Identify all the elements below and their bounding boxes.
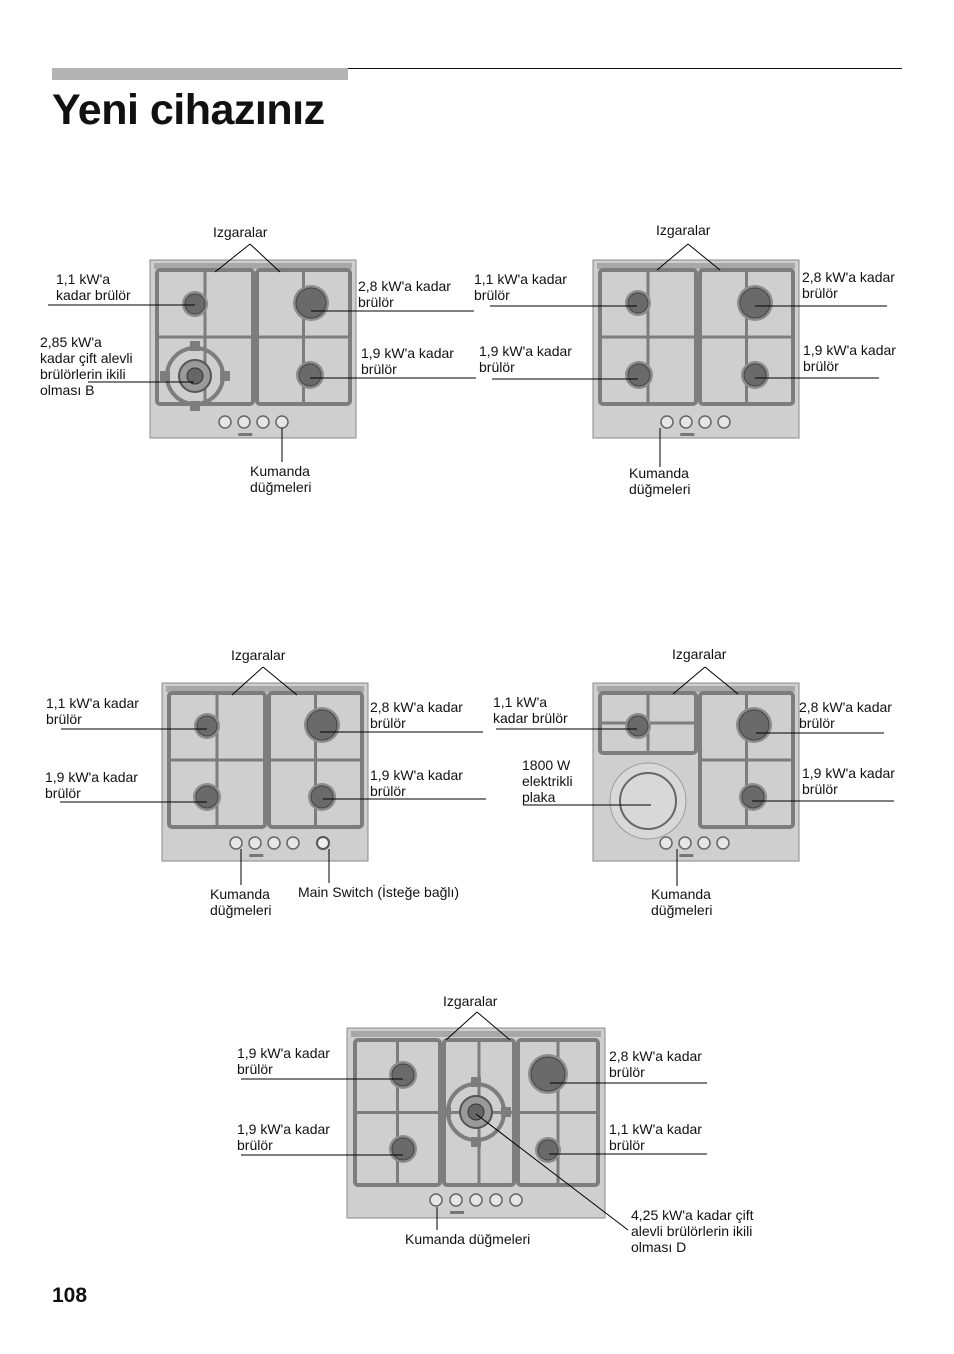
d5-burner-medium-bottom-label: 1,9 kW'a kadar brülör (237, 1121, 330, 1153)
d5-wok-burner-label: 4,25 kW'a kadar çift alevli brülörlerin ikili olması D (631, 1207, 754, 1255)
d3-small-burner (197, 716, 217, 736)
d3-burner-large-label: 2,8 kW'a kadar brülör (370, 699, 463, 731)
d2-medium-right-burner (744, 364, 766, 386)
d4-brand-mark (679, 854, 693, 857)
d2-large-burner (740, 288, 770, 318)
d5-wok-support (441, 1107, 451, 1117)
d5-hob-back-edge (351, 1031, 601, 1037)
d1-burner-small-label: 1,1 kW'a kadar brülör (56, 271, 131, 303)
d1-control-knob (257, 416, 269, 428)
d2-control-knob (699, 416, 711, 428)
d5-grates-label: Izgaralar (443, 993, 498, 1009)
d3-burner-medium-right-label: 1,9 kW'a kadar brülör (370, 767, 463, 799)
d5-wok-support (501, 1107, 511, 1117)
d2-control-knob (718, 416, 730, 428)
d4-large-burner (739, 710, 769, 740)
d3-burner-medium-left-label: 1,9 kW'a kadar brülör (45, 769, 138, 801)
d4-burner-medium-label: 1,9 kW'a kadar brülör (802, 765, 895, 797)
d5-control-knob (490, 1194, 502, 1206)
d1-control-knob (276, 416, 288, 428)
d3-large-burner (307, 710, 337, 740)
d1-burner-medium-label: 1,9 kW'a kadar brülör (361, 345, 454, 377)
d5-small-burner (538, 1140, 558, 1160)
d4-knobs-label: Kumanda düğmeleri (651, 886, 713, 918)
d4-grates-label: Izgaralar (672, 646, 727, 662)
d5-burner-small-label: 1,1 kW'a kadar brülör (609, 1121, 702, 1153)
d2-grates-label: Izgaralar (656, 222, 711, 238)
d2-small-burner (628, 293, 648, 313)
d4-control-knob (679, 837, 691, 849)
d5-knobs-label: Kumanda düğmeleri (405, 1231, 531, 1247)
d1-wok-support (220, 371, 230, 381)
d5-wok-support (471, 1077, 481, 1087)
d1-small-burner (185, 294, 205, 314)
d3-main-switch (317, 837, 329, 849)
d4-small-burner (628, 716, 648, 736)
d3-medium-left-burner (196, 786, 218, 808)
d1-control-knob (238, 416, 250, 428)
d3-control-knob (249, 837, 261, 849)
d2-knobs-label: Kumanda düğmeleri (629, 465, 691, 497)
d5-burner-medium-top-label: 1,9 kW'a kadar brülör (237, 1045, 330, 1077)
d2-control-knob (680, 416, 692, 428)
page-title: Yeni cihazınız (52, 86, 325, 134)
d1-grates-label: Izgaralar (213, 224, 268, 240)
d3-main-switch-label: Main Switch (İsteğe bağlı) (298, 884, 460, 900)
d5-control-knob (430, 1194, 442, 1206)
d5-control-knob (470, 1194, 482, 1206)
d2-control-knob (661, 416, 673, 428)
d5-large-burner (531, 1057, 565, 1091)
d1-burner-large-label: 2,8 kW'a kadar brülör (358, 278, 451, 310)
d1-wok-support (190, 401, 200, 411)
d3-burner-small-label: 1,1 kW'a kadar brülör (46, 695, 139, 727)
d1-knobs-label: Kumanda düğmeleri (250, 463, 312, 495)
page-number: 108 (52, 1284, 88, 1307)
d1-wok-support (160, 371, 170, 381)
d2-burner-small-label: 1,1 kW'a kadar brülör (474, 271, 567, 303)
d3-grates-label: Izgaralar (231, 647, 286, 663)
d5-medium-bottom-burner (392, 1138, 414, 1160)
d1-large-burner (296, 288, 326, 318)
d2-brand-mark (680, 433, 694, 436)
d3-control-knob (230, 837, 242, 849)
d1-brand-mark (238, 433, 252, 436)
d3-brand-mark (249, 854, 263, 857)
d1-wok-burner-label: 2,85 kW'a kadar çift alevli brülörlerin ikili olması B (40, 334, 133, 398)
d5-control-knob (450, 1194, 462, 1206)
d4-medium-burner (742, 786, 764, 808)
d4-control-knob (698, 837, 710, 849)
d2-medium-left-burner (628, 364, 650, 386)
d4-control-knob (717, 837, 729, 849)
d5-control-knob (510, 1194, 522, 1206)
d3-control-knob (287, 837, 299, 849)
d4-electric-plate-label: 1800 W elektrikli plaka (522, 757, 573, 805)
d5-wok-burner-inner (468, 1104, 484, 1120)
d1-wok-support (190, 341, 200, 351)
d5-medium-top-burner (392, 1064, 414, 1086)
d3-medium-right-burner (311, 786, 333, 808)
d4-control-knob (660, 837, 672, 849)
d5-brand-mark (450, 1211, 464, 1214)
d1-control-knob (219, 416, 231, 428)
d5-burner-large-label: 2,8 kW'a kadar brülör (609, 1048, 702, 1080)
d4-burner-small-label: 1,1 kW'a kadar brülör (493, 694, 568, 726)
d2-burner-medium-left-label: 1,9 kW'a kadar brülör (479, 343, 572, 375)
d2-burner-large-label: 2,8 kW'a kadar brülör (802, 269, 895, 301)
d3-control-knob (268, 837, 280, 849)
d4-electric-plate (610, 763, 686, 839)
d3-knobs-label: Kumanda düğmeleri (210, 886, 272, 918)
d2-burner-medium-right-label: 1,9 kW'a kadar brülör (803, 342, 896, 374)
d5-wok-support (471, 1137, 481, 1147)
d4-burner-large-label: 2,8 kW'a kadar brülör (799, 699, 892, 731)
d1-medium-burner (299, 364, 321, 386)
